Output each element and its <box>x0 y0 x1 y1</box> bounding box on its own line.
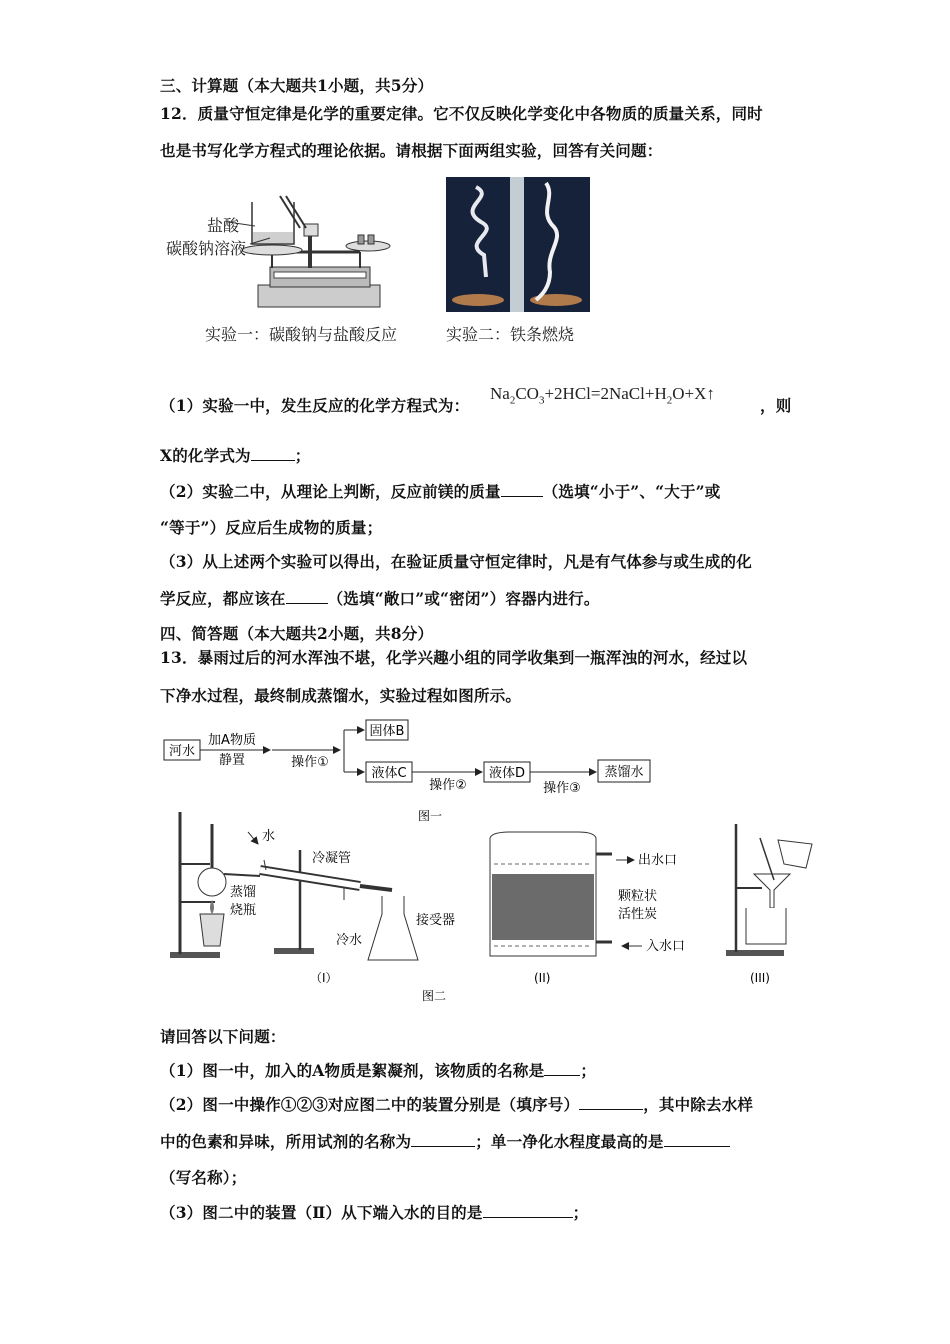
label-condenser: 冷凝管 <box>312 851 352 866</box>
label-flask-1: 蒸馏 <box>230 885 257 900</box>
q13-part2-line2: 中的色素和异味，所用试剂的名称为 ；单一净化水程度最高的是 <box>160 1130 730 1152</box>
answer-blank[interactable] <box>483 1203 573 1218</box>
q13-part3: （3）图二中的装置（Ⅱ）从下端入水的目的是 ； <box>160 1203 589 1222</box>
answer-blank[interactable] <box>544 1061 580 1076</box>
experiment-2-caption: 实验二：铁条燃烧 <box>446 325 575 344</box>
flow-distilled-water: 蒸馏水 <box>604 765 644 780</box>
figure-1-label: 图一 <box>417 809 443 823</box>
q12-part1-line2: X的化学式为 ； <box>160 446 311 465</box>
label-outlet: 出水口 <box>638 853 678 868</box>
q13-part2-line3: （写名称）； <box>160 1168 247 1187</box>
apparatus-label-1: （I） <box>310 971 338 985</box>
label-receiver: 接受器 <box>416 913 456 928</box>
figure-2-label: 图二 <box>422 989 447 1003</box>
flow-liquid-c: 液体C <box>371 766 407 781</box>
label-sodium-carbonate-solution: 碳酸钠溶液 <box>166 239 247 258</box>
answer-blank[interactable] <box>411 1132 475 1147</box>
q12-part1-suffix: ，则 <box>760 396 792 415</box>
figure-2-apparatus <box>160 804 840 1008</box>
q12-stem-line2: 也是书写化学方程式的理论依据。请根据下面两组实验，回答有关问题： <box>160 141 663 160</box>
answer-blank[interactable] <box>251 446 295 461</box>
label-hydrochloric-acid: 盐酸 <box>207 216 240 235</box>
flow-river-water: 河水 <box>168 744 196 759</box>
answer-blank[interactable] <box>664 1132 730 1147</box>
label-inlet: 入水口 <box>646 939 686 954</box>
section-4-header: 四、简答题（本大题共2小题，共8分） <box>160 624 434 643</box>
flow-op2: 操作② <box>429 778 467 793</box>
chemical-equation: $Na_2CO_3+2HCl=2NaCl+H_2O+X↑$ <box>490 384 715 407</box>
flow-settle: 静置 <box>218 753 246 768</box>
flow-op1: 操作① <box>291 755 329 770</box>
apparatus-label-3: (III) <box>750 971 770 985</box>
label-carbon-1: 颗粒状 <box>618 889 658 904</box>
label-flask-2: 烧瓶 <box>230 903 257 918</box>
answer-intro: 请回答以下问题： <box>160 1027 286 1046</box>
q12-part2-line2: “等于”）反应后生成物的质量； <box>160 518 383 537</box>
q12-part3-line1: （3）从上述两个实验可以得出，在验证质量守恒定律时，凡是有气体参与或生成的化 <box>160 552 752 571</box>
q12-part3-line2: 学反应，都应该在 （选填“敞口”或“密闭”）容器内进行。 <box>160 589 600 608</box>
section-3-header: 三、计算题（本大题共1小题，共5分） <box>160 76 434 95</box>
iron-burning-photo <box>446 177 590 312</box>
q12-stem-line1: 12．质量守恒定律是化学的重要定律。它不仅反映化学变化中各物质的质量关系，同时 <box>160 104 763 123</box>
q13-part1: （1）图一中，加入的A物质是絮凝剂，该物质的名称是 ； <box>160 1061 597 1080</box>
q12-part1-prefix: （1）实验一中，发生反应的化学方程式为： <box>160 396 470 415</box>
experiment-1-caption: 实验一：碳酸钠与盐酸反应 <box>205 325 398 344</box>
flow-liquid-d: 液体D <box>488 766 526 781</box>
apparatus-label-2: (II) <box>534 971 551 985</box>
q13-stem-line2: 下净水过程，最终制成蒸馏水，实验过程如图所示。 <box>160 686 522 705</box>
flow-solid-b: 固体B <box>369 724 405 739</box>
label-cold-water: 冷水 <box>336 933 363 948</box>
flow-op3: 操作③ <box>543 781 581 796</box>
answer-blank[interactable] <box>579 1095 643 1110</box>
q13-stem-line1: 13．暴雨过后的河水浑浊不堪，化学兴趣小组的同学收集到一瓶浑浊的河水，经过以 <box>160 648 748 667</box>
answer-blank[interactable] <box>501 482 543 497</box>
label-water: 水 <box>262 829 276 844</box>
q12-part2-line1: （2）实验二中，从理论上判断，反应前镁的质量 （选填“小于”、“大于”或 <box>160 482 721 501</box>
answer-blank[interactable] <box>286 589 328 604</box>
flow-add-a: 加A物质 <box>208 733 256 748</box>
q13-part2-line1: （2）图一中操作①②③对应图二中的装置分别是（填序号） ，其中除去水样 <box>160 1095 754 1114</box>
label-carbon-2: 活性炭 <box>618 907 658 922</box>
